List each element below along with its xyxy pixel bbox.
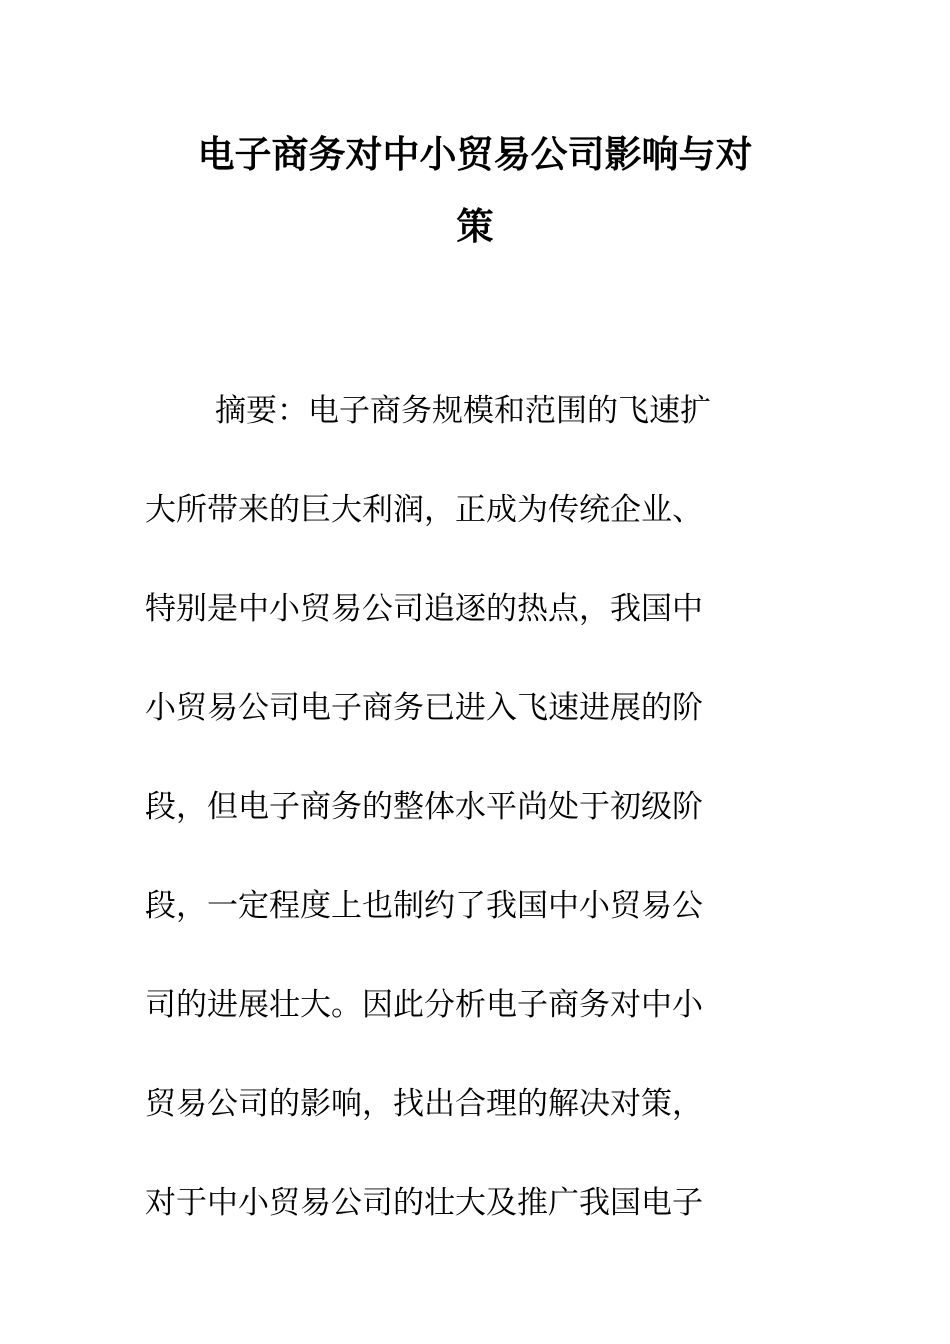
document-title xyxy=(145,118,805,262)
abstract-line-1: 摘要：电子商务规模和范围的飞速扩 xyxy=(215,393,711,429)
abstract-paragraph xyxy=(145,362,785,1253)
abstract-line-2: 大所带来的巨大利润，正成为传统企业、 xyxy=(145,492,703,528)
title-line-1: 电子商务对中小贸易公司影响与对 xyxy=(197,132,753,176)
abstract-line-3: 特别是中小贸易公司追逐的热点，我国中 xyxy=(145,591,703,627)
abstract-line-8: 贸易公司的影响，找出合理的解决对策， xyxy=(145,1086,703,1122)
abstract-line-5: 段，但电子商务的整体水平尚处于初级阶 xyxy=(145,789,703,825)
abstract-line-7: 司的进展壮大。因此分析电子商务对中小 xyxy=(145,987,703,1023)
abstract-line-9: 对于中小贸易公司的壮大及推广我国电子 xyxy=(145,1185,703,1221)
title-line-2: 策 xyxy=(456,204,494,248)
abstract-line-6: 段，一定程度上也制约了我国中小贸易公 xyxy=(145,888,703,924)
abstract-line-4: 小贸易公司电子商务已进入飞速进展的阶 xyxy=(145,690,703,726)
